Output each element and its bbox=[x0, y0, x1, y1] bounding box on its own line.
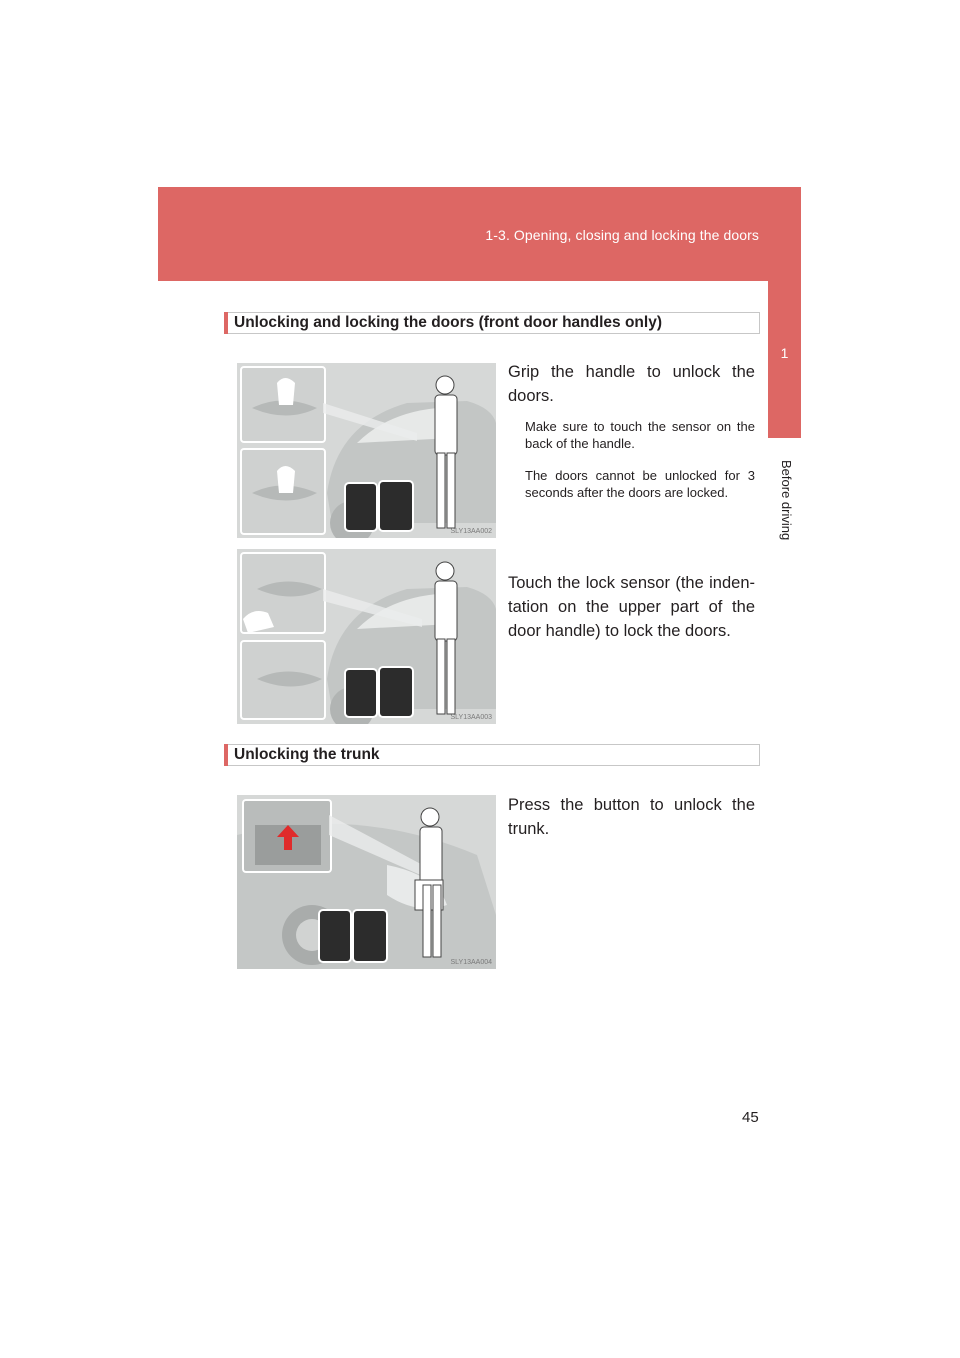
page-number: 45 bbox=[742, 1109, 759, 1126]
step-text: Press the button to unlock the trunk. bbox=[508, 796, 755, 838]
heading-accent-bar bbox=[224, 744, 228, 766]
chapter-number: 1 bbox=[780, 345, 789, 361]
chapter-header-band bbox=[158, 187, 801, 281]
step-text: Touch the lock sensor (the inden- tation on the upper part of the door handle) to lock the doors. bbox=[508, 574, 755, 640]
figure-code: SLY13AA004 bbox=[450, 959, 492, 966]
figure-trunk-button bbox=[237, 795, 496, 969]
note-text: Make sure to touch the sensor on the back of the handle. bbox=[525, 419, 755, 451]
section-heading-text: Unlocking the trunk bbox=[234, 746, 380, 763]
door-unlock-illustration bbox=[237, 363, 496, 538]
figure-lock-sensor bbox=[237, 549, 496, 724]
section-title: 1-3. Opening, closing and locking the doors bbox=[485, 227, 759, 243]
chapter-tab bbox=[768, 281, 801, 438]
heading-accent-bar bbox=[224, 312, 228, 334]
figure-code: SLY13AA003 bbox=[450, 714, 492, 721]
trunk-unlock-illustration bbox=[237, 795, 496, 969]
section-heading-doors bbox=[224, 312, 760, 334]
section-heading-trunk bbox=[224, 744, 760, 766]
note-text: The doors cannot be unlocked for 3 seconds after the doors are locked. bbox=[525, 468, 755, 500]
figure-grip-handle bbox=[237, 363, 496, 538]
figure-code: SLY13AA002 bbox=[450, 528, 492, 535]
door-lock-illustration bbox=[237, 549, 496, 724]
step-text: Grip the handle to unlock the doors. bbox=[508, 363, 755, 405]
section-heading-text: Unlocking and locking the doors (front door handles only) bbox=[234, 314, 662, 331]
chapter-label: Before driving bbox=[779, 460, 794, 541]
